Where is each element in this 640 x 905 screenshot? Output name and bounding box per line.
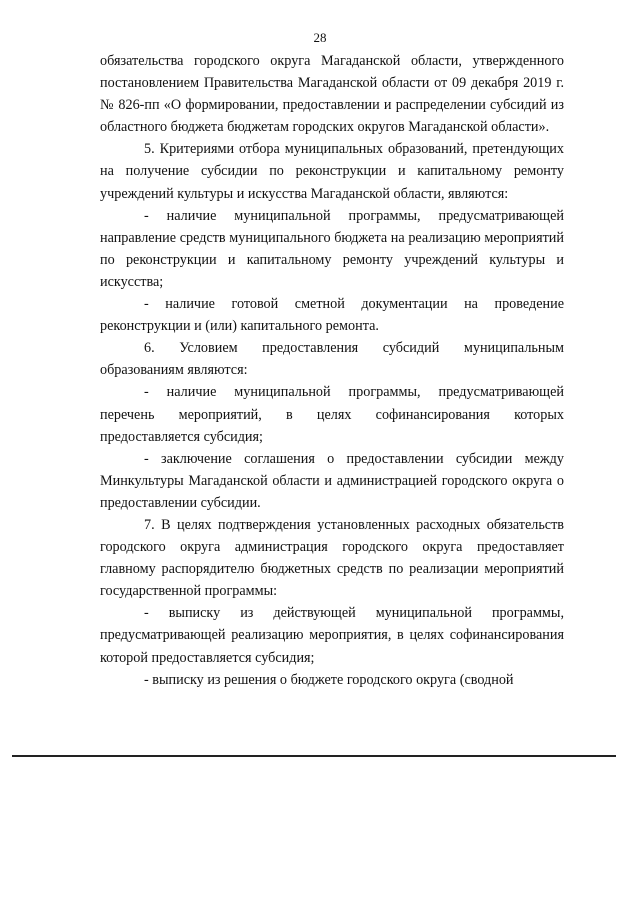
paragraph-item-6: 6. Условием предоставления субсидий муниципальным образованиям являются: <box>100 340 564 379</box>
bullet-item: - наличие муниципальной программы, предусматривающей перечень мероприятий, в целях софинансирования которых предоставляется субсидия; <box>100 384 564 445</box>
bullet-item-truncated: - выписку из решения о бюджете городского округа (сводной <box>144 671 514 688</box>
document-body <box>100 50 564 691</box>
page-bottom-divider <box>12 755 616 757</box>
paragraph-item-5: 5. Критериями отбора муниципальных образований, претендующих на получение субсидии по реконструкции и капитальному ремонту учреждений культуры и искусства Магаданской области, являются: <box>100 141 564 202</box>
bullet-item: - наличие готовой сметной документации на проведение реконструкции и (или) капитального ремонта. <box>100 296 564 335</box>
paragraph-item-7: 7. В целях подтверждения установленных расходных обязательств городского округа администрация городского округа предоставляет главному распорядителю бюджетных средств по реализации мероприятий государственной программы: <box>100 516 564 600</box>
bullet-item: - заключение соглашения о предоставлении субсидии между Минкультуры Магаданской области и администрацией городского округа о предоставлении субсидии. <box>100 450 564 511</box>
paragraph-continuation: обязательства городского округа Магаданской области, утвержденного постановлением Правительства Магаданской области от 09 декабря 2019 г. № 826-пп «О формировании, предоставлении и распределении субсидий из областного бюджета бюджетам городских округов Магаданской области». <box>100 53 564 136</box>
bullet-item: - наличие муниципальной программы, предусматривающей направление средств муниципального бюджета на реализацию мероприятий по реконструкции и капитальному ремонту учреждений культуры и искусства; <box>100 207 564 290</box>
page-number: 28 <box>313 30 327 45</box>
bullet-item: - выписку из действующей муниципальной программы, предусматривающей реализацию мероприятия, в целях софинансирования которой предоставляется субсидия; <box>100 605 564 666</box>
